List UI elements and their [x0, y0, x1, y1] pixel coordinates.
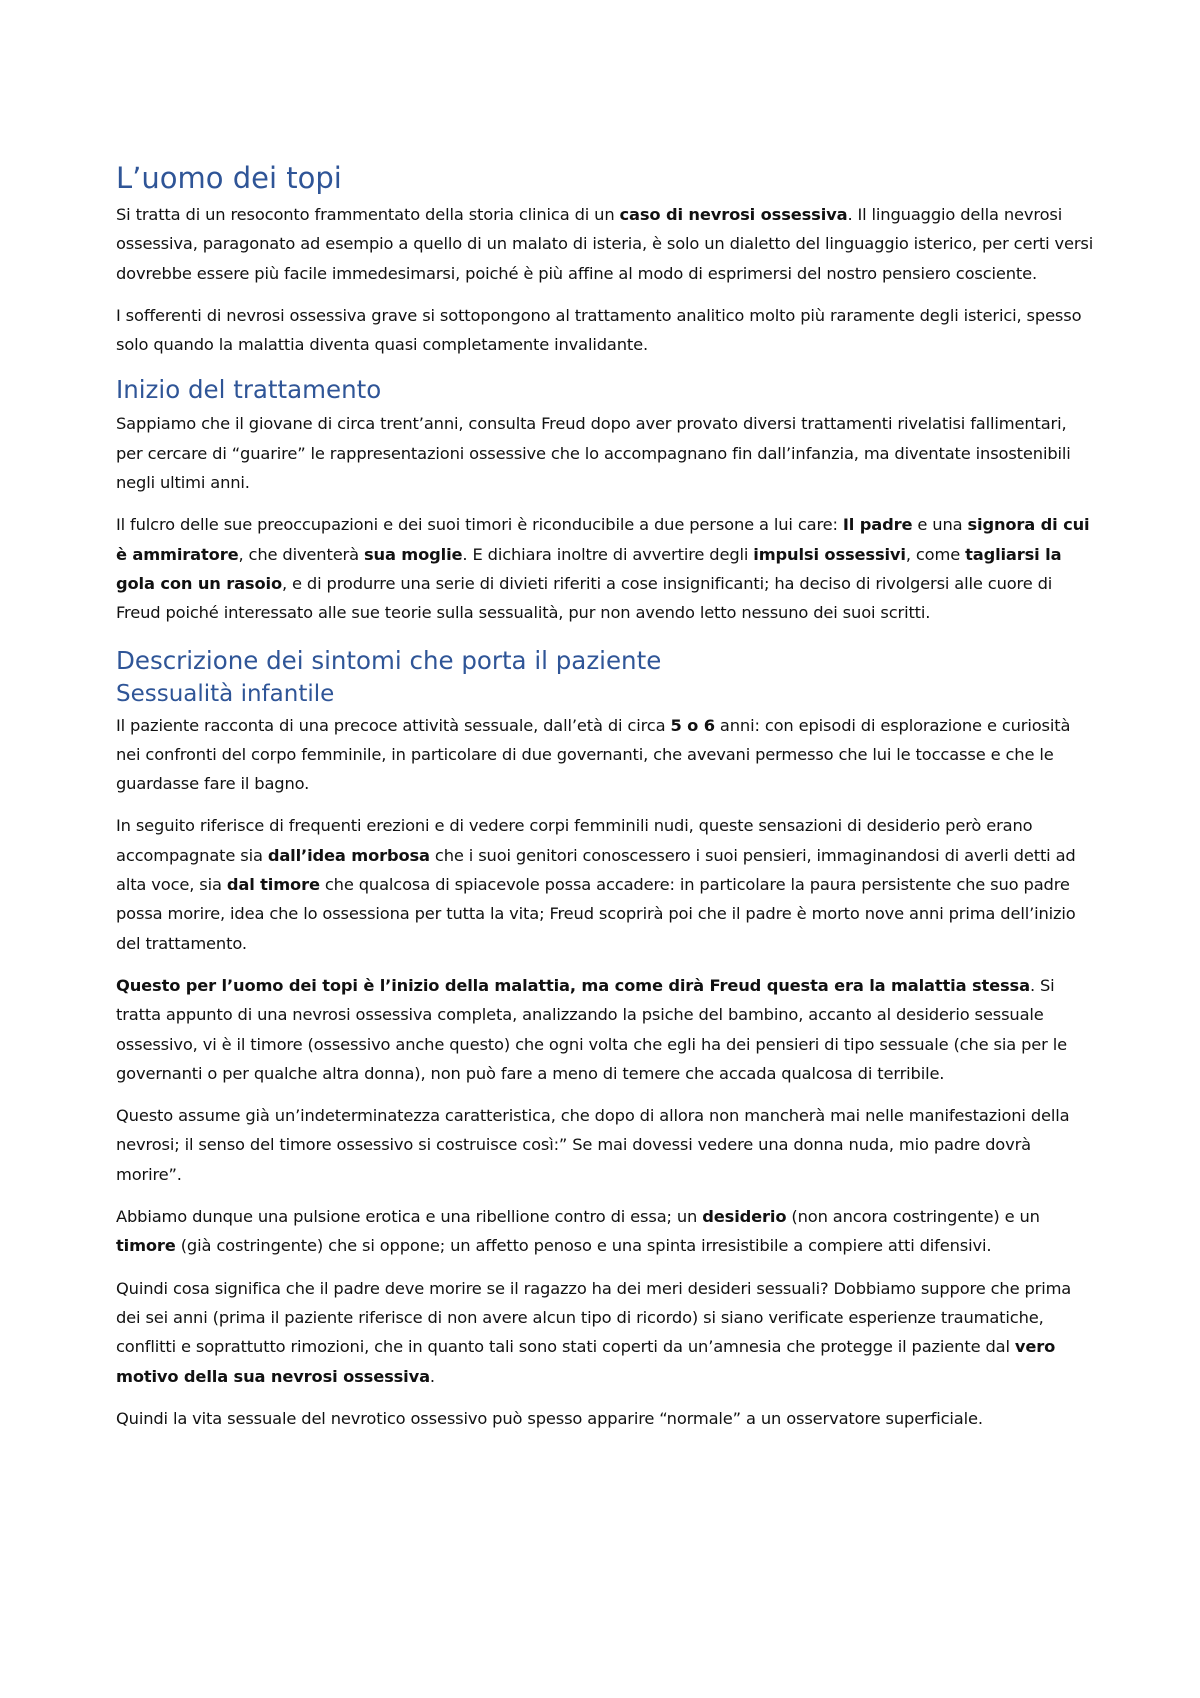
text-run: Quindi la vita sessuale del nevrotico ossessivo può spesso apparire “normale” a un osservatore superficiale.	[116, 1408, 983, 1428]
text-run: anni: con episodi di esplorazione e curiosità nei confronti del corpo femminile, in particolare di due governanti, che avevani permesso che lui le toccasse e che le guardasse fare il bagno.	[116, 715, 1071, 794]
text-run: Quindi cosa significa che il padre deve morire se il ragazzo ha dei meri desideri sessuali? Dobbiamo suppore che prima dei sei anni (prima il paziente riferisce di non avere alcun tipo di ricordo) si siano verificate esperienze traumatiche, conflitti e soprattutto rimozioni, che in quanto tali sono stati coperti da un’amnesia che protegge il paziente dal	[116, 1278, 1072, 1357]
bold-text: dall’idea morbosa	[267, 845, 430, 865]
text-run: .	[429, 1366, 435, 1386]
text-run: Questo assume già un’indeterminatezza caratteristica, che dopo di allora non mancherà mai nelle manifestazioni della nevrosi; il senso del timore ossessivo si costruisce così:” Se mai dovessi vedere una donna nuda, mio padre dovrà morire”.	[116, 1106, 1070, 1184]
paragraph	[116, 811, 1096, 957]
bold-text: desiderio	[702, 1207, 787, 1227]
text-run: , come	[905, 544, 966, 564]
text-run: . Si tratta appunto di una nevrosi ossessiva completa, analizzando la psiche del bambino, accanto al desiderio sessuale ossessivo, vi è il timore (ossessivo anche questo) che ogni volta che egli ha dei pensieri di tipo sessuale (che sia per le governanti o per qualche altra donna), non può fare a meno di temere che accada qualcosa di terribile.	[116, 975, 1067, 1083]
bold-text: 5 o 6	[670, 715, 715, 735]
paragraph	[116, 510, 1096, 627]
text-run: I sofferenti di nevrosi ossessiva grave si sottopongono al trattamento analitico molto più raramente degli isterici, spesso solo quando la malattia diventa quasi completamente invalidante.	[116, 305, 1082, 355]
bold-text: caso di nevrosi ossessiva	[619, 205, 848, 224]
text-run: . Il linguaggio della nevrosi ossessiva, paragonato ad esempio a quello di un malato di isteria, è solo un dialetto del linguaggio isterico, per certi versi dovrebbe essere più facile immedesimarsi, poiché è più affine al modo di esprimersi del nostro pensiero cosciente.	[116, 205, 1094, 283]
section-treatment	[116, 375, 1096, 627]
text-run: che i suoi genitori conoscessero i suoi pensieri, immaginandosi di averli detti ad alta voce, sia	[116, 845, 1076, 895]
section-heading: Descrizione dei sintomi che porta il paziente	[116, 645, 662, 675]
document-page	[116, 160, 1096, 1446]
paragraph	[116, 1274, 1096, 1391]
bold-text: tagliarsi la gola con un rasoio	[116, 544, 1062, 593]
paragraph	[116, 409, 1096, 497]
section-symptoms	[116, 646, 1096, 1434]
paragraph	[116, 200, 1096, 288]
paragraph	[116, 301, 1096, 360]
text-run: che qualcosa di spiacevole possa accadere: in particolare la paura persistente che suo padre possa morire, idea che lo ossessiona per tutta la vita; Freud scoprirà poi che il padre è morto nove anni prima dell’inizio del trattamento.	[116, 875, 1076, 953]
text-run: (non ancora costringente) e un	[786, 1207, 1040, 1227]
paragraph	[116, 971, 1096, 1088]
text-run: Abbiamo dunque una pulsione erotica e una ribellione contro di essa; un	[116, 1207, 703, 1227]
bold-text: vero motivo della sua nevrosi ossessiva	[116, 1337, 1056, 1386]
paragraph	[116, 1101, 1096, 1189]
section-subheading: Sessualità infantile	[116, 680, 335, 707]
text-run: , e di produrre una serie di divieti riferiti a cose insignificanti; ha deciso di rivolgersi alle cuore di Freud poiché interessato alle sue teorie sulla sessualità, pur non avendo letto nessuno dei suoi scritti.	[116, 573, 1053, 623]
text-run: Il fulcro delle sue preoccupazioni e dei suoi timori è riconducibile a due persone a lui care:	[116, 515, 843, 535]
text-run: In seguito riferisce di frequenti erezioni e di vedere corpi femminili nudi, queste sensazioni di desiderio però erano accompagnate sia	[116, 816, 1033, 865]
bold-text: dal timore	[226, 875, 320, 895]
document-title: L’uomo dei topi	[116, 161, 342, 195]
paragraph	[116, 711, 1096, 799]
bold-text: Questo per l’uomo dei topi è l’inizio della malattia, ma come dirà Freud questa era la malattia stessa	[116, 975, 1030, 995]
bold-text: impulsi ossessivi	[753, 544, 906, 564]
text-run: . E dichiara inoltre di avvertire degli	[462, 544, 754, 564]
section-intro	[116, 200, 1096, 359]
text-run: e una	[912, 515, 968, 535]
section-heading: Inizio del trattamento	[116, 375, 382, 405]
text-run: (già costringente) che si oppone; un affetto penoso e una spinta irresistibile a compiere atti difensivi.	[175, 1236, 992, 1256]
paragraph	[116, 1404, 1096, 1433]
text-run: , che diventerà	[238, 544, 364, 564]
bold-text: timore	[116, 1236, 176, 1256]
bold-text: signora di cui è ammiratore	[116, 515, 1090, 564]
bold-text: Il padre	[842, 515, 913, 535]
text-run: Si tratta di un resoconto frammentato della storia clinica di un	[116, 205, 620, 224]
paragraph	[116, 1202, 1096, 1261]
text-run: Il paziente racconta di una precoce attività sessuale, dall’età di circa	[116, 715, 671, 735]
bold-text: sua moglie	[363, 544, 463, 564]
text-run: Sappiamo che il giovane di circa trent’anni, consulta Freud dopo aver provato diversi trattamenti rivelatisi fallimentari, per cercare di “guarire” le rappresentazioni ossessive che lo accompagnano fin dall’infanzia, ma diventate insostenibili negli ultimi anni.	[116, 414, 1071, 493]
